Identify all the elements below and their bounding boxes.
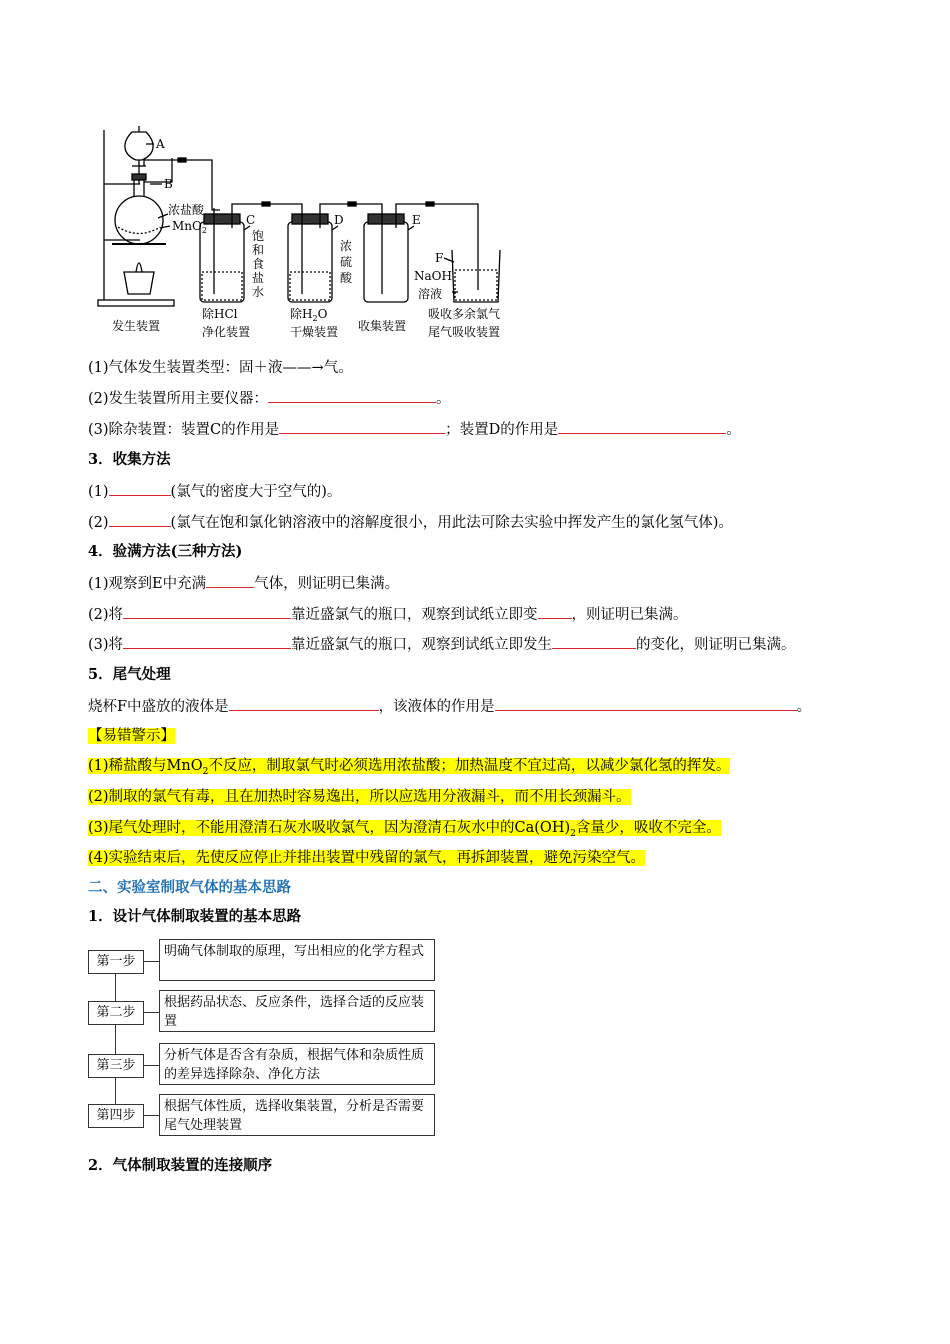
answer-blank[interactable] [206, 573, 254, 588]
label-f: F [435, 251, 444, 265]
q2-line: (2)发生装置所用主要仪器： 。 [88, 388, 451, 409]
caption-f2: 尾气吸收装置 [428, 325, 501, 339]
q3-line: (3)除杂装置：装置C的作用是 ；装置D的作用是 。 [88, 419, 741, 440]
section-2-2-title: 2．气体制取装置的连接顺序 [88, 1157, 273, 1174]
caption-c1: 除HCl [202, 307, 238, 321]
caption-d1: 除$H_2O$ [290, 307, 328, 323]
stand-base [98, 300, 174, 306]
answer-blank[interactable] [495, 696, 797, 711]
label-h2so4-1: 浓 [340, 239, 353, 253]
label-sat-salt-2: 和 [252, 243, 265, 257]
caption-c2: 净化装置 [202, 325, 251, 339]
caption-f1: 吸收多余氯气 [428, 307, 501, 321]
section-2-title: 二、实验室制取气体的基本思路 [88, 879, 291, 896]
section-2-1-title: 1．设计气体制取装置的基本思路 [88, 908, 302, 925]
caption-d2: 干燥装置 [290, 325, 339, 339]
label-b: B [164, 177, 173, 191]
caption-e: 收集装置 [358, 319, 407, 333]
bottle-e [364, 222, 408, 302]
alcohol-lamp [124, 272, 154, 294]
flow-step-2: 第二步 [88, 1001, 144, 1025]
beaker-f [452, 250, 500, 302]
warning-2: (2)制取的氯气有毒，且在加热时容易逸出，所以应选用分液漏斗，而不用长颈漏斗。 [88, 789, 631, 805]
flow-desc-4: 根据气体性质，选择收集装置，分析是否需要尾气处理装置 [159, 1094, 435, 1136]
flow-desc-2: 根据药品状态、反应条件，选择合适的反应装置 [159, 990, 435, 1032]
section-3-title: 3．收集方法 [88, 451, 171, 468]
label-d: D [334, 213, 344, 227]
apparatus-diagram [92, 122, 517, 348]
flow-link [143, 1012, 159, 1013]
apparatus-figure [92, 122, 517, 348]
flow-link [143, 961, 159, 962]
design-flowchart [88, 936, 443, 1141]
answer-blank[interactable] [552, 634, 636, 649]
flow-link [143, 1115, 159, 1116]
flow-desc-3: 分析气体是否含有杂质，根据气体和杂质性质的差异选择除杂、净化方法 [159, 1043, 435, 1085]
label-naoh-solution: 溶液 [418, 287, 443, 301]
answer-blank[interactable] [229, 696, 379, 711]
s3-2-line: (2) (氯气在饱和氯化钠溶液中的溶解度很小，用此法可除去实验中挥发产生的氯化氢气体)。 [88, 512, 733, 533]
flow-step-4: 第四步 [88, 1104, 144, 1128]
label-e: E [412, 213, 421, 227]
label-h2so4-2: 硫 [340, 255, 353, 269]
answer-blank[interactable] [558, 419, 726, 434]
warning-4: (4)实验结束后，先使反应停止并排出装置中残留的氯气，再拆卸装置，避免污染空气。 [88, 850, 646, 866]
label-sat-salt-3: 食 [252, 257, 265, 271]
label-sat-salt-5: 水 [252, 285, 265, 299]
label-naoh: NaOH [414, 269, 452, 283]
s4-2-line: (2)将 靠近盛氯气的瓶口，观察到试纸立即变 ，则证明已集满。 [88, 604, 688, 625]
answer-blank[interactable] [123, 604, 291, 619]
q1-line: (1)气体发生装置类型：固＋液——→气。 [88, 360, 353, 376]
label-a: A [156, 137, 165, 151]
flow-step-3: 第三步 [88, 1054, 144, 1078]
label-conc-hcl: 浓盐酸 [168, 203, 205, 217]
s4-1-line: (1)观察到E中充满 气体，则证明已集满。 [88, 573, 399, 594]
warning-1: (1)稀盐酸与MnO$_2$不反应，制取氯气时必须选用浓盐酸；加热温度不宜过高，以减少氯化氢的挥发。 [88, 758, 731, 777]
funnel-a [125, 132, 153, 160]
answer-blank[interactable] [109, 512, 171, 527]
flow-connector [115, 960, 116, 1112]
s3-1-line: (1) (氯气的密度大于空气的)。 [88, 481, 341, 502]
flow-desc-1: 明确气体制取的原理，写出相应的化学方程式 [159, 939, 435, 981]
warning-title: 【易错警示】 [88, 728, 175, 744]
answer-blank[interactable] [268, 388, 436, 403]
answer-blank[interactable] [538, 604, 572, 619]
bottle-d [288, 222, 332, 302]
answer-blank[interactable] [279, 419, 445, 434]
label-sat-salt-4: 盐 [252, 271, 265, 285]
s4-3-line: (3)将 靠近盛氯气的瓶口，观察到试纸立即发生 的变化，则证明已集满。 [88, 634, 796, 655]
caption-gen: 发生装置 [112, 319, 161, 333]
answer-blank[interactable] [109, 481, 171, 496]
label-h2so4-3: 酸 [340, 271, 353, 285]
flask-b [115, 196, 163, 244]
answer-blank[interactable] [123, 634, 291, 649]
section-4-title: 4．验满方法(三种方法) [88, 543, 243, 560]
section-5-title: 5．尾气处理 [88, 666, 171, 683]
warning-3: (3)尾气处理时，不能用澄清石灰水吸收氯气，因为澄清石灰水中的$Ca(OH)_2$含量少，吸收不完全。 [88, 820, 721, 839]
label-mno2: MnO$_2$ [172, 219, 207, 235]
label-sat-salt-1: 饱 [252, 229, 265, 243]
flow-link [143, 1065, 159, 1066]
flow-step-1: 第一步 [88, 950, 144, 974]
label-c: C [246, 213, 256, 227]
s5-1-line: 烧杯F中盛放的液体是 ，该液体的作用是 。 [88, 696, 811, 717]
